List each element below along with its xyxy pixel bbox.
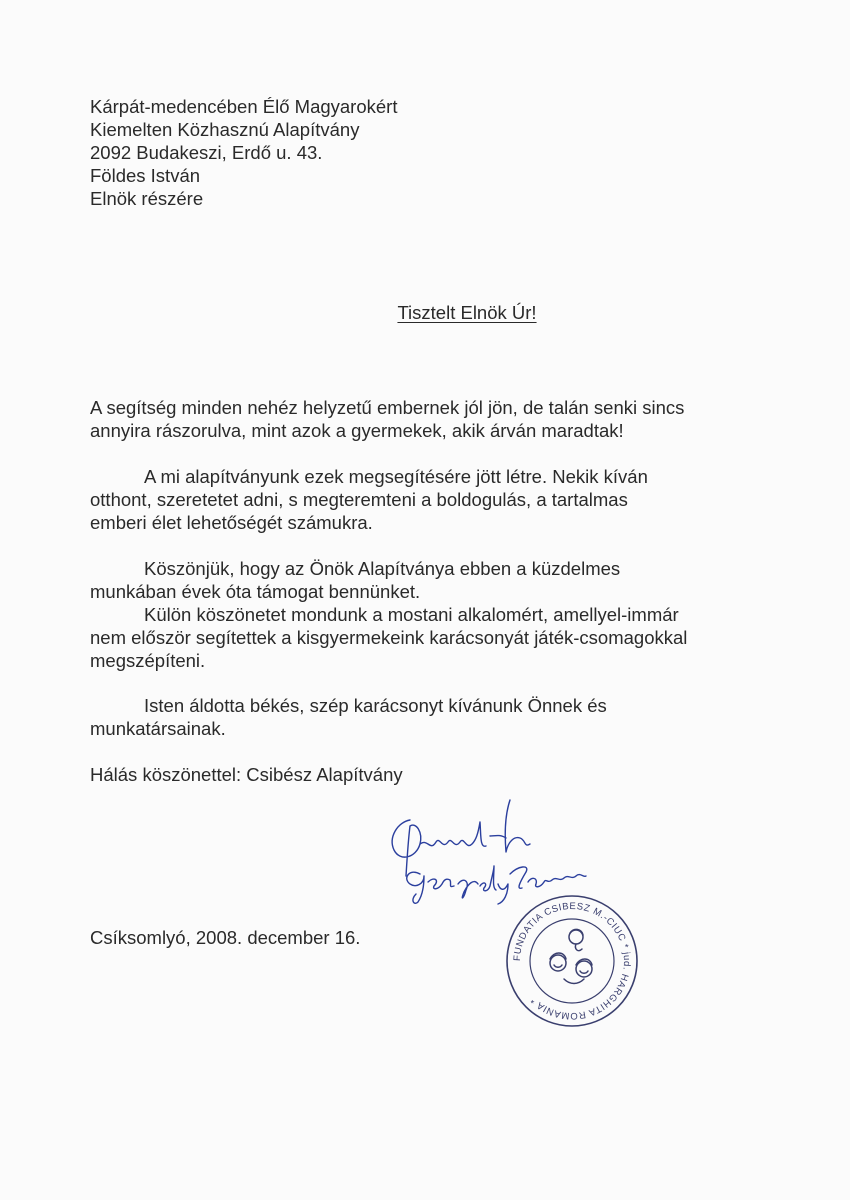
paragraph-2 [90,465,790,534]
paragraph-line: Isten áldotta békés, szép karácsonyt kívánunk Önnek és [144,695,607,716]
children-figures-icon [550,929,592,983]
salutation-text: Tisztelt Elnök Úr! [397,302,537,323]
paragraph-line: Köszönjük, hogy az Önök Alapítványa ebben a küzdelmes [144,558,621,579]
paragraph-line: A segítség minden nehéz helyzetű embernek jól jön, de talán senki sincs [90,397,685,418]
paragraph-line: annyira rászorulva, mint azok a gyermekek, akik árván maradtak! [90,420,624,441]
recipient-line-attention: Elnök részére [90,188,204,209]
salutation [0,301,850,324]
paragraph-line: nem először segítettek a kisgyermekeink karácsonyát játék-csomagokkal [90,627,688,648]
recipient-line-organization: Kárpát-medencében Élő Magyarokért [90,96,398,117]
date-line: Csíksomlyó, 2008. december 16. [90,927,361,948]
paragraph-5 [90,694,790,740]
paragraph-4 [90,603,790,672]
paragraph-line: munkában évek óta támogat bennünket. [90,581,421,602]
recipient-line-address: 2092 Budakeszi, Erdő u. 43. [90,142,323,163]
paragraph-line: Külön köszönetet mondunk a mostani alkalomért, amellyel-immár [144,604,679,625]
paragraph-line: emberi élet lehetőségét számukra. [90,512,373,533]
paragraph-3 [90,557,790,603]
paragraph-line: A mi alapítványunk ezek megsegítésére jött létre. Nekik kíván [144,466,648,487]
recipient-address [90,95,397,210]
foundation-stamp [504,893,640,1029]
paragraph-line: megszépíteni. [90,650,206,671]
recipient-line-organization-type: Kiemelten Közhasznú Alapítvány [90,119,360,140]
stamp-text: FUNDATIA CSIBESZ M.-CIUC * jud. HARGHITA ROMANIA * [511,900,633,1022]
paragraph-line: otthont, szeretetet adni, s megteremteni a boldogulás, a tartalmas [90,489,628,510]
paragraph-1 [90,396,790,442]
closing-line: Hálás köszönettel: Csibész Alapítvány [90,764,403,785]
handwritten-signature [380,792,590,907]
paragraph-line: munkatársainak. [90,718,226,739]
recipient-line-name: Földes István [90,165,201,186]
